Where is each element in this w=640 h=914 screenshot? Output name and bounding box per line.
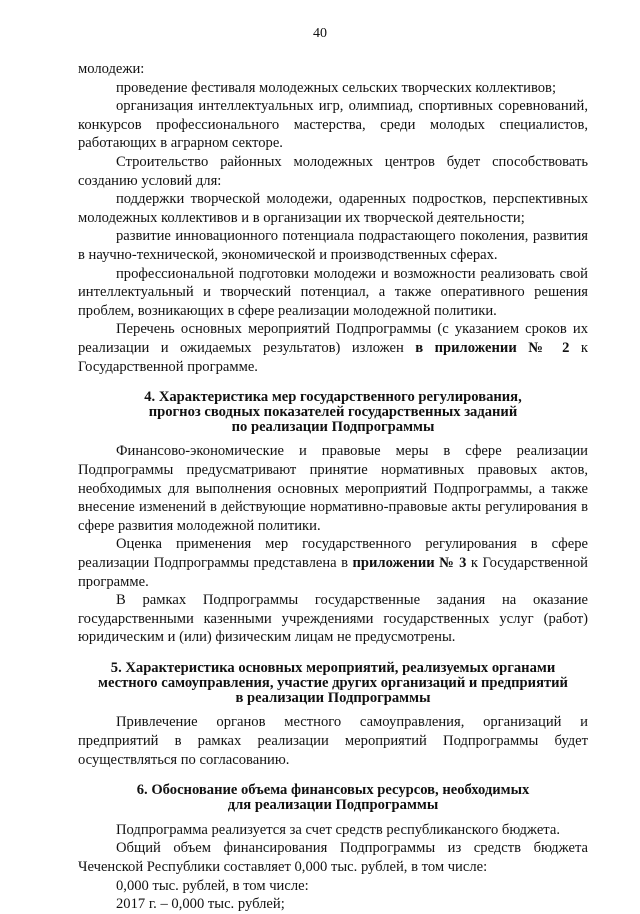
paragraph: проведение фестиваля молодежных сельских творческих коллективов; (116, 79, 557, 96)
paragraph: развитие инновационного потенциала подрастающего поколения, развития в научно-технической, экономической и производственных сферах. (78, 228, 588, 263)
paragraph: организация интеллектуальных игр, олимпиад, спортивных соревнований, конкурсов профессионального мастерства, среди молодых специалистов, работающих в аграрном секторе. (78, 98, 588, 152)
paragraph: поддержки творческой молодежи, одаренных подростков, перспективных молодежных коллективов и в организации их творческой деятельности; (78, 191, 588, 226)
section-4-heading (78, 390, 588, 434)
annex-2-paragraph (78, 320, 588, 376)
heading-line: прогноз сводных показателей государственных заданий (148, 403, 518, 420)
paragraph: 2017 г. – 0,000 тыс. рублей; (116, 896, 285, 913)
page-number: 40 (313, 26, 327, 41)
paragraph: Привлечение органов местного самоуправления, организаций и предприятий в рамках реализации мероприятий Подпрограммы будет осуществляться по согласованию. (78, 714, 588, 768)
annex-2-text-after: к Государственной программе. (78, 339, 588, 375)
paragraph: Подпрограмма реализуется за счет средств республиканского бюджета. (116, 821, 560, 838)
heading-line: 4. Характеристика мер государственного регулирования, (144, 389, 522, 406)
annex-3-reference: приложении № 3 (352, 555, 467, 572)
annex-2-reference: в приложении № 2 (415, 339, 570, 356)
paragraph: Строительство районных молодежных центров будет способствовать созданию условий для: (78, 153, 588, 189)
heading-line: 6. Обоснование объема финансовых ресурсов, необходимых (136, 782, 530, 799)
paragraph: молодежи: (78, 61, 145, 77)
page-body (78, 60, 588, 914)
section-5-heading (78, 661, 588, 705)
paragraph: профессиональной подготовки молодежи и возможности реализовать свой интеллектуальный и творческий потенциал, а также оперативного решения проблем, возникающих в сфере реализации молодежной политики. (78, 265, 588, 319)
heading-line: для реализации Подпрограммы (227, 796, 439, 813)
annex-3-text-before: Оценка применения мер государственного регулирования в сфере реализации Подпрограммы представлена в (78, 536, 588, 572)
heading-line: в реализации Подпрограммы (235, 689, 431, 706)
annex-3-paragraph (78, 535, 588, 591)
annex-2-text-before: Перечень основных мероприятий Подпрограммы (с указанием сроков их реализации и ожидаемых результатов) изложен (78, 321, 588, 356)
heading-line: местного самоуправления, участие других организаций и предприятий (98, 674, 568, 691)
section-6-heading (78, 783, 588, 813)
paragraph: Общий объем финансирования Подпрограммы из средств бюджета Чеченской Республики составляет 0,000 тыс. рублей, в том числе: (78, 840, 588, 875)
paragraph: Финансово-экономические и правовые меры в сфере реализации Подпрограммы предусматривают принятие нормативных правовых актов, необходимых для выполнения основных мероприятий Подпрограммы, а также внесение изменений в действующие нормативно-правовые акты регулирования в сфере развития молодежной политики. (78, 443, 588, 534)
paragraph: В рамках Подпрограммы государственные задания на оказание государственными казенными учреждениями государственных услуг (работ) юридическим и (или) физическим лицам не предусмотрены. (78, 592, 588, 646)
annex-3-text-after: к Государственной программе. (78, 555, 588, 590)
paragraph: 0,000 тыс. рублей, в том числе: (116, 877, 309, 894)
heading-line: по реализации Подпрограммы (231, 418, 435, 435)
heading-line: 5. Характеристика основных мероприятий, реализуемых органами (110, 660, 556, 677)
